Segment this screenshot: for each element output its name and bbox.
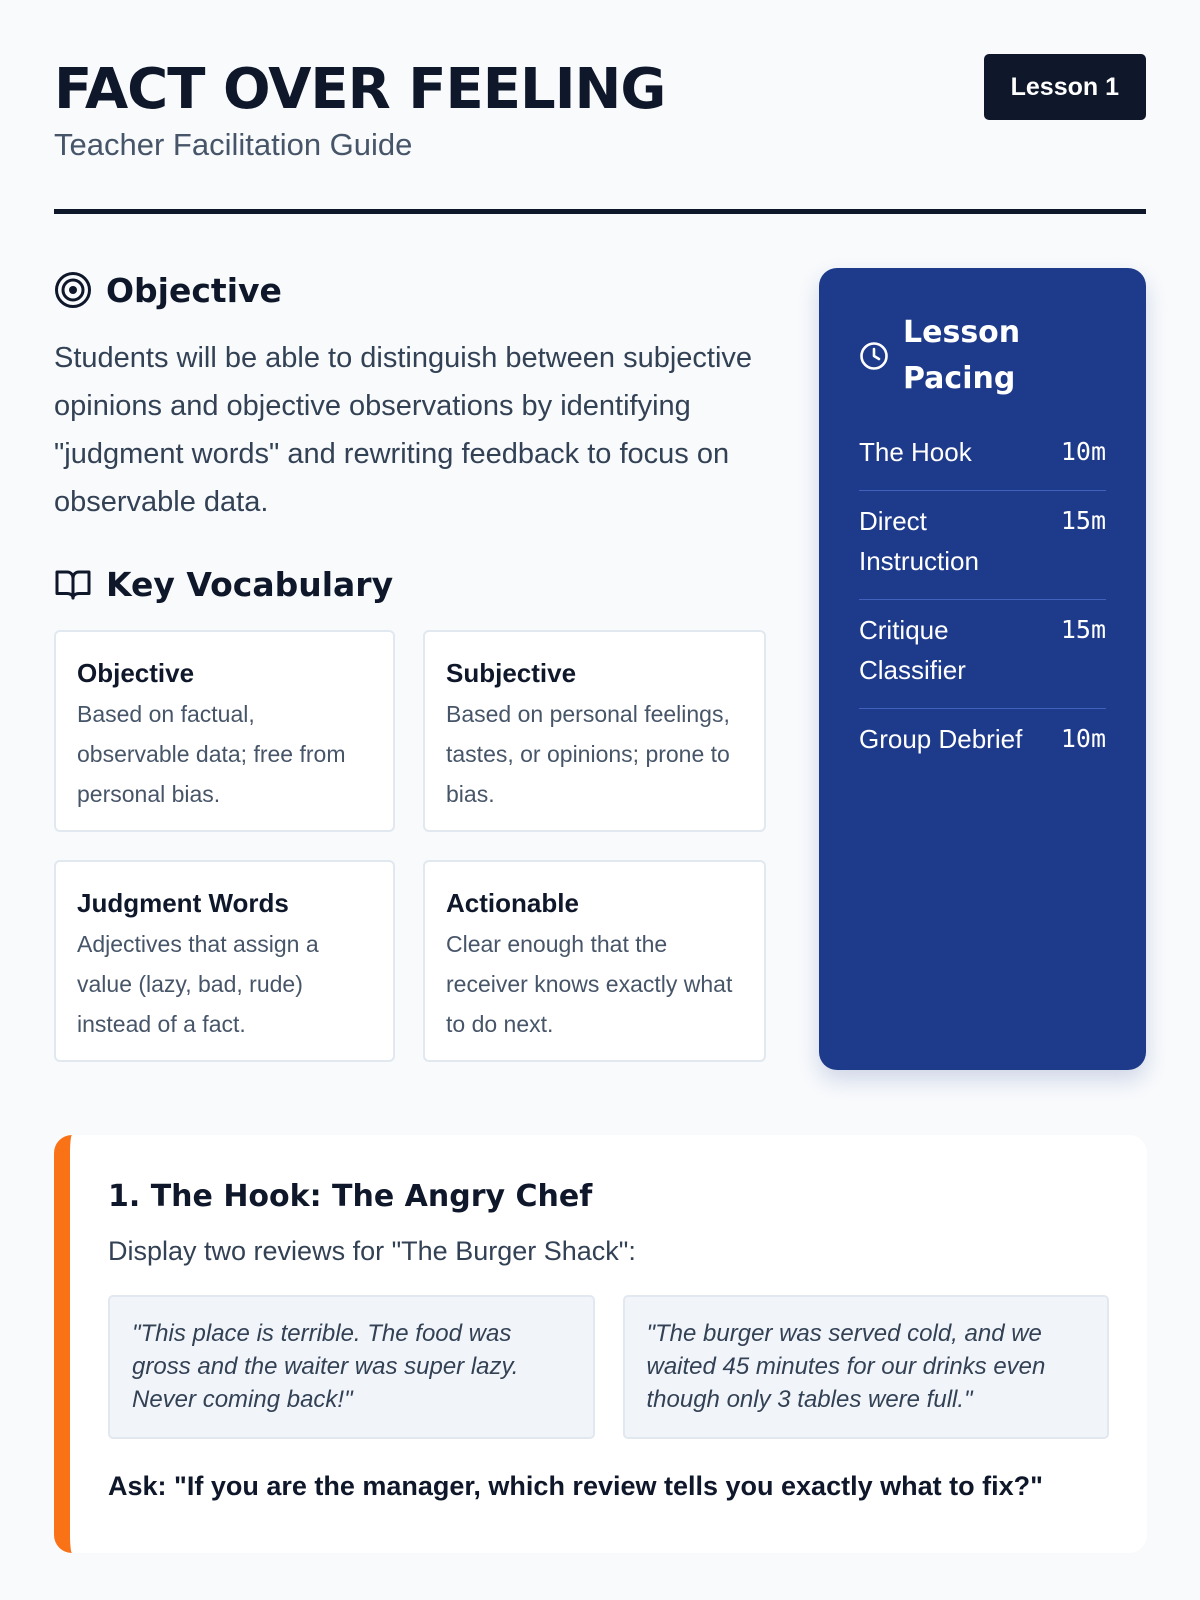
vocabulary-heading-label: Key Vocabulary xyxy=(106,564,394,604)
page-title: FACT OVER FEELING xyxy=(54,57,666,122)
left-column xyxy=(54,268,766,1062)
hook-heading: 1. The Hook: The Angry Chef xyxy=(108,1179,593,1214)
book-open-icon xyxy=(54,565,92,603)
objective-text: Students will be able to distinguish between subjective opinions and objective observations by identifying "judgment words" and rewriting feedback to focus on observable data. xyxy=(54,342,753,518)
target-icon xyxy=(54,271,92,309)
vocab-card xyxy=(423,860,766,1062)
pacing-item xyxy=(859,709,1106,777)
pacing-item-label: Critique Classifier xyxy=(859,615,966,685)
lesson-pacing-panel xyxy=(819,268,1146,1070)
vocab-card xyxy=(54,630,395,832)
reviews-row xyxy=(108,1295,1109,1439)
vocab-definition: Based on personal feelings, tastes, or opinions; prone to bias. xyxy=(446,701,730,807)
pacing-item-time: 10m xyxy=(1060,437,1106,466)
vocabulary-grid xyxy=(54,630,766,1062)
pacing-item-label: The Hook xyxy=(859,437,972,467)
pacing-item-time: 15m xyxy=(1060,506,1106,535)
vocab-card xyxy=(54,860,395,1062)
hook-section xyxy=(54,1135,1147,1553)
page-header xyxy=(54,0,1146,214)
pacing-heading-label: Lesson Pacing xyxy=(903,315,1021,396)
vocab-card xyxy=(423,630,766,832)
vocab-definition: Clear enough that the receiver knows exactly what to do next. xyxy=(446,931,733,1037)
pacing-heading xyxy=(859,310,1106,402)
pacing-item xyxy=(859,422,1106,491)
vocabulary-heading xyxy=(54,562,766,606)
clock-icon xyxy=(859,341,889,371)
pacing-item-time: 10m xyxy=(1060,724,1106,753)
lesson-badge: Lesson 1 xyxy=(984,54,1146,120)
objective-heading xyxy=(54,268,766,312)
pacing-item xyxy=(859,491,1106,600)
main-content xyxy=(54,214,1146,1070)
page-subtitle: Teacher Facilitation Guide xyxy=(54,127,413,162)
vocab-definition: Based on factual, observable data; free from personal bias. xyxy=(77,701,346,807)
review-card-objective: "The burger was served cold, and we waited 45 minutes for our drinks even though only 3 tables were full." xyxy=(623,1295,1110,1439)
vocab-term: Subjective xyxy=(446,658,577,688)
review-card-subjective: "This place is terrible. The food was gross and the waiter was super lazy. Never coming back!" xyxy=(108,1295,595,1439)
vocab-term: Objective xyxy=(77,658,195,688)
pacing-list xyxy=(859,422,1106,777)
pacing-item-label: Group Debrief xyxy=(859,724,1023,754)
vocab-term: Actionable xyxy=(446,888,579,918)
pacing-item xyxy=(859,600,1106,709)
hook-ask-prompt: Ask: "If you are the manager, which review tells you exactly what to fix?" xyxy=(108,1471,1043,1501)
hook-intro: Display two reviews for "The Burger Shack": xyxy=(108,1236,636,1266)
vocab-term: Judgment Words xyxy=(77,888,289,918)
pacing-item-label: Direct Instruction xyxy=(859,506,979,576)
vocab-definition: Adjectives that assign a value (lazy, bad, rude) instead of a fact. xyxy=(77,931,319,1037)
pacing-item-time: 15m xyxy=(1060,615,1106,644)
objective-heading-label: Objective xyxy=(106,270,282,310)
